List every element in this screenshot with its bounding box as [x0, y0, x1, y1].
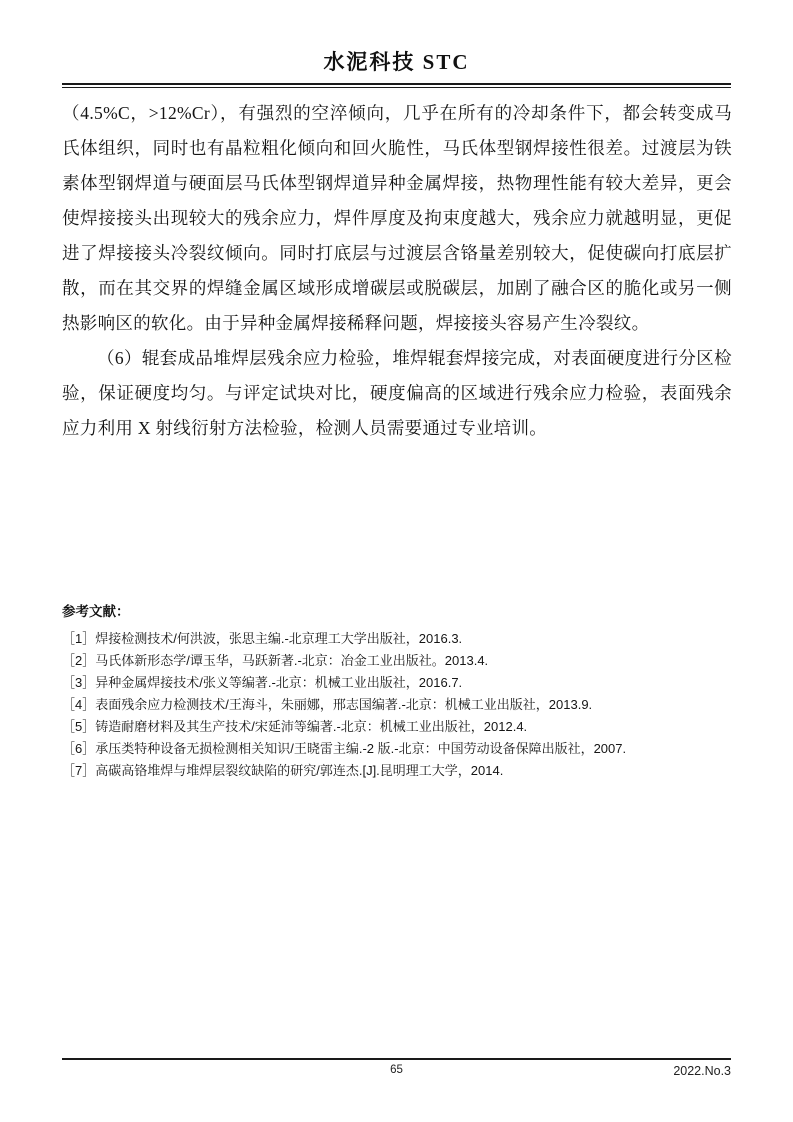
page-number: 65: [390, 1064, 403, 1076]
header-divider-thin: [62, 87, 731, 88]
references-title: 参考文献：: [62, 604, 130, 619]
reference-item: ［4］表面残余应力检测技术/王海斗，朱丽娜，邢志国编著.-北京：机械工业出版社，2013.9.: [62, 697, 593, 712]
reference-item: ［5］铸造耐磨材料及其生产技术/宋延沛等编著.-北京：机械工业出版社，2012.4.: [62, 719, 528, 734]
journal-title: 水泥科技 STC: [323, 50, 470, 74]
reference-item: ［7］高碳高铬堆焊与堆焊层裂纹缺陷的研究/郭连杰.[J].昆明理工大学，2014.: [62, 763, 504, 778]
paragraph-1: （4.5%C，>12%Cr），有强烈的空淬倾向，几乎在所有的冷却条件下，都会转变成马氏体组织，同时也有晶粒粗化倾向和回火脆性，马氏体型钢焊接性很差。过渡层为铁素体型钢焊道与硬面层马氏体型钢焊道异种金属焊接，热物理性能有较大差异，更会使焊接接头出现较大的残余应力，焊件厚度及拘束度越大，残余应力就越明显，更促进了焊接接头冷裂纹倾向。同时打底层与过渡层含铬量差别较大，促使碳向打底层扩散，而在其交界的焊缝金属区域形成增碳层或脱碳层，加剧了融合区的脆化或另一侧热影响区的软化。由于异种金属焊接稀释问题，焊接接头容易产生冷裂纹。: [62, 103, 732, 333]
reference-item: ［6］承压类特种设备无损检测相关知识/王晓雷主编.-2 版.-北京：中国劳动设备保障出版社，2007.: [62, 741, 627, 756]
page-header: [62, 46, 731, 76]
page-footer: [62, 1064, 731, 1084]
header-divider-thick: [62, 83, 731, 85]
issue-label: 2022.No.3: [673, 1064, 731, 1078]
body-text: [62, 96, 732, 446]
paragraph-2: （6）辊套成品堆焊层残余应力检验，堆焊辊套焊接完成，对表面硬度进行分区检验，保证硬度均匀。与评定试块对比，硬度偏高的区域进行残余应力检验，表面残余应力利用 X 射线衍射方法检验，检测人员需要通过专业培训。: [62, 348, 732, 438]
footer-divider: [62, 1058, 731, 1060]
reference-item: ［3］异种金属焊接技术/张义等编著.-北京：机械工业出版社，2016.7.: [62, 675, 463, 690]
references-section: [62, 600, 742, 782]
reference-item: ［2］马氏体新形态学/谭玉华，马跃新著.-北京：冶金工业出版社。2013.4.: [62, 653, 489, 668]
reference-item: ［1］焊接检测技术/何洪波，张思主编.-北京理工大学出版社，2016.3.: [62, 631, 463, 646]
